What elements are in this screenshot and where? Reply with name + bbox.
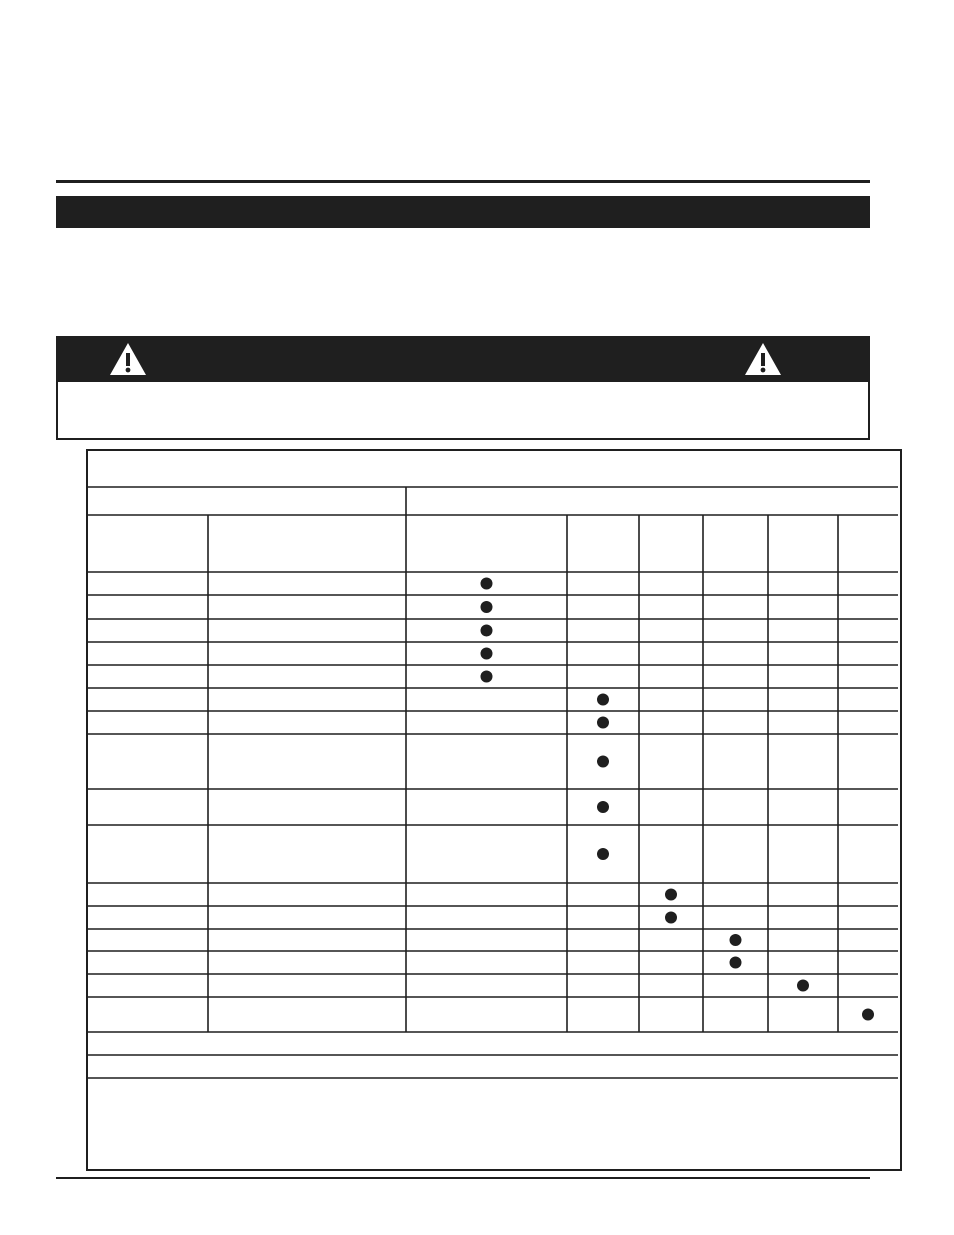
filled-circle-icon <box>665 912 677 924</box>
table-grid <box>88 451 900 1169</box>
section-header-bar <box>56 196 870 228</box>
bottom-rule <box>56 1177 870 1179</box>
warning-triangle-icon <box>744 342 782 376</box>
filled-circle-icon <box>481 671 493 683</box>
filled-circle-icon <box>597 694 609 706</box>
filled-circle-icon <box>797 980 809 992</box>
filled-circle-icon <box>481 601 493 613</box>
warning-header-bar <box>58 338 868 382</box>
filled-circle-icon <box>730 957 742 969</box>
filled-circle-icon <box>481 578 493 590</box>
warning-box <box>56 336 870 440</box>
filled-circle-icon <box>481 625 493 637</box>
filled-circle-icon <box>665 889 677 901</box>
filled-circle-icon <box>597 801 609 813</box>
filled-circle-icon <box>597 848 609 860</box>
specification-table <box>86 449 902 1171</box>
filled-circle-icon <box>730 934 742 946</box>
warning-triangle-icon <box>109 342 147 376</box>
filled-circle-icon <box>597 756 609 768</box>
filled-circle-icon <box>481 648 493 660</box>
filled-circle-icon <box>597 717 609 729</box>
top-rule <box>56 180 870 183</box>
filled-circle-icon <box>862 1009 874 1021</box>
